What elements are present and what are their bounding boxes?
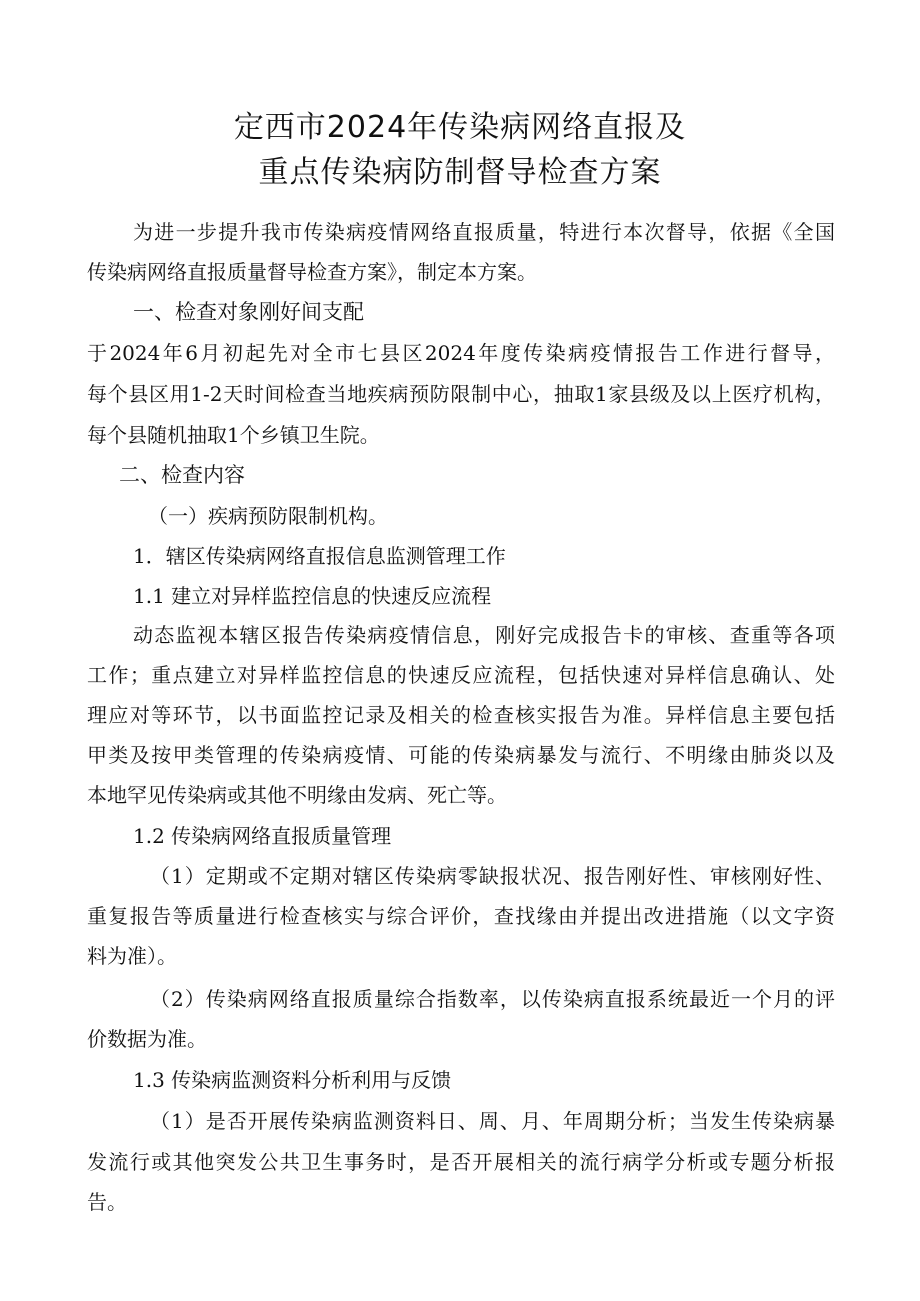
paragraph-line: 于2024年6月初起先对全市七县区2024年度传染病疫情报告工作进行督导，: [87, 341, 835, 365]
paragraph-line: 每个县区用1-2天时间检查当地疾病预防限制中心，抽取1家县级及以上医疗机构，: [87, 382, 835, 406]
paragraph-line: 工作；重点建立对异样监控信息的快速反应流程，包括快速对异样信息确认、处: [87, 663, 835, 687]
paragraph-line: 告。: [87, 1190, 127, 1214]
subsection-heading: 1.1 建立对异样监控信息的快速反应流程: [133, 584, 492, 608]
paragraph-line: 价数据为准。: [87, 1027, 207, 1051]
paragraph-line: （1）是否开展传染病监测资料日、周、月、年周期分析；当发生传染病暴: [150, 1109, 835, 1133]
subsection-heading: 1.2 传染病网络直报质量管理: [133, 824, 392, 848]
paragraph-line: 理应对等环节，以书面监控记录及相关的检查核实报告为准。异样信息主要包括: [87, 703, 835, 727]
paragraph-line: 传染病网络直报质量督导检查方案》，制定本方案。: [87, 260, 537, 284]
section-heading: 二、检查内容: [119, 463, 245, 487]
paragraph-line: 重复报告等质量进行检查核实与综合评价，查找缘由并提出改进措施（以文字资: [87, 904, 835, 928]
paragraph-line: 料为准）。: [87, 944, 177, 968]
paragraph-line: （1）定期或不定期对辖区传染病零缺报状况、报告刚好性、审核刚好性、: [150, 864, 835, 888]
section-heading: 一、检查对象刚好间支配: [133, 300, 364, 324]
paragraph-line: 为进一步提升我市传染病疫情网络直报质量，特进行本次督导，依据《全国: [133, 220, 835, 244]
subsection-heading: 1.3 传染病监测资料分析利用与反馈: [133, 1068, 452, 1092]
paragraph-line: 发流行或其他突发公共卫生事务时，是否开展相关的流行病学分析或专题分析报: [87, 1150, 835, 1174]
paragraph-line: （2）传染病网络直报质量综合指数率，以传染病直报系统最近一个月的评: [150, 987, 835, 1011]
paragraph-line: 本地罕见传染病或其他不明缘由发病、死亡等。: [87, 783, 507, 807]
document-title-line-2: 重点传染病防制督导检查方案: [258, 155, 662, 190]
subsection-heading: （一）疾病预防限制机构。: [148, 504, 388, 528]
paragraph-line: 动态监视本辖区报告传染病疫情信息，刚好完成报告卡的审核、查重等各项: [133, 623, 835, 647]
paragraph-line: 每个县随机抽取1个乡镇卫生院。: [87, 423, 380, 447]
document-title-line-1: 定西市2024年传染病网络直报及: [233, 110, 687, 145]
paragraph-line: 甲类及按甲类管理的传染病疫情、可能的传染病暴发与流行、不明缘由肺炎以及: [87, 743, 835, 767]
subsection-heading: 1．辖区传染病网络直报信息监测管理工作: [133, 544, 506, 568]
